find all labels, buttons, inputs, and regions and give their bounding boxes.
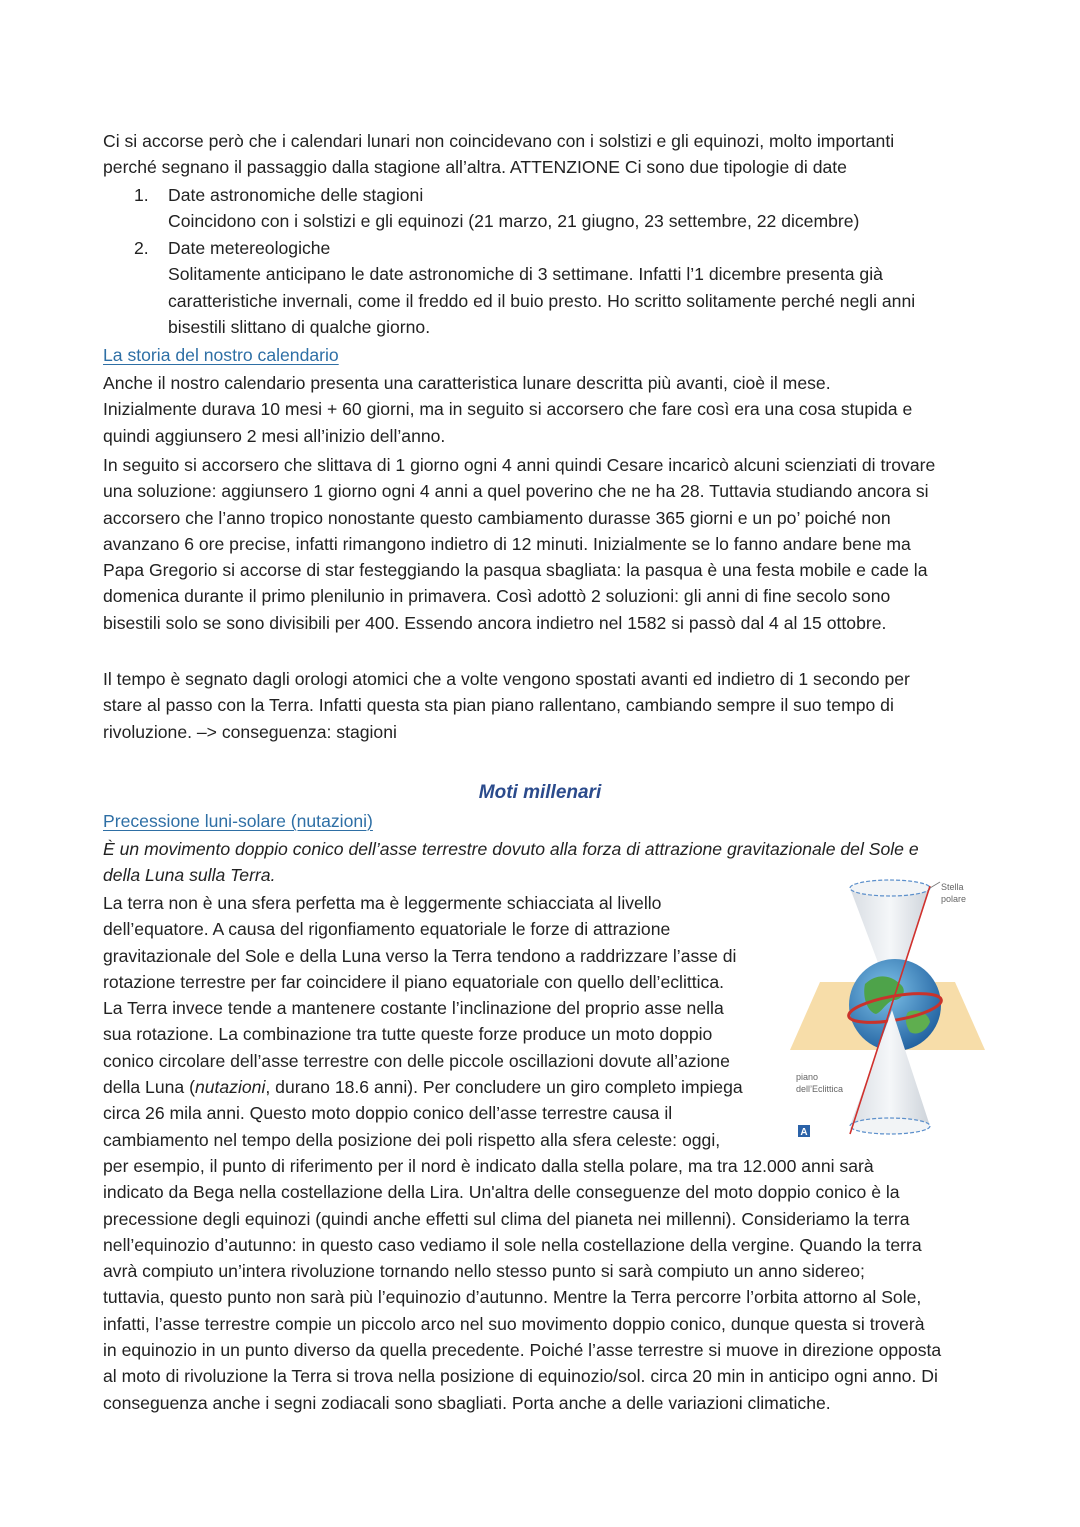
precession-diagram bbox=[790, 872, 990, 1142]
text-line: dell’equatore. A causa del rigonfiamento equatoriale le forze di attrazione bbox=[103, 919, 671, 940]
text-line: avanzano 6 ore precise, infatti rimangono indietro di 12 minuti. Inizialmente se lo fanno andare bene ma bbox=[103, 533, 911, 554]
calendar-paragraph-1 bbox=[103, 370, 983, 449]
text-line bbox=[103, 1077, 743, 1097]
text-line: quindi aggiunsero 2 mesi all’inizio dell’anno. bbox=[103, 425, 446, 446]
clock-paragraph bbox=[103, 666, 983, 745]
section-title: Moti millenari bbox=[478, 782, 602, 803]
plane-label: dell’Eclittica bbox=[796, 1084, 844, 1094]
list-item-line: Coincidono con i solstizi e gli equinozi (21 marzo, 21 giugno, 23 settembre, 22 dicembre) bbox=[168, 211, 860, 232]
list-number: 1. bbox=[134, 185, 149, 205]
text-line: La terra non è una sfera perfetta ma è leggermente schiacciata al livello bbox=[103, 893, 662, 913]
text-line: per esempio, il punto di riferimento per il nord è indicato dalla stella polare, ma tra 12.000 anni sarà bbox=[103, 1156, 874, 1176]
lower-cone-rim bbox=[850, 1118, 930, 1134]
list-item-title: Date metereologiche bbox=[168, 238, 331, 258]
nutazioni-term: nutazioni bbox=[194, 1077, 266, 1098]
text-line: rotazione terrestre per far coincidere il piano equatoriale con quello dell’eclittica. bbox=[103, 971, 725, 992]
calendar-heading-link[interactable]: La storia del nostro calendario bbox=[103, 345, 339, 365]
text-line: avrà compiuto un’intera rivoluzione tornando nello stesso punto si sarà compiuto un anno sidereo; bbox=[103, 1261, 865, 1282]
text-line: gravitazionale del Sole e della Luna verso la Terra tendono a raddrizzare l’asse di bbox=[103, 945, 737, 966]
text-line: Inizialmente durava 10 mesi + 60 giorni, ma in seguito si accorsero che fare così era una cosa stupida e bbox=[103, 399, 913, 420]
text-line: Il tempo è segnato dagli orologi atomici che a volte vengono spostati avanti ed indietro di 1 secondo per bbox=[103, 669, 910, 689]
list-item-line: bisestili slittano di qualche giorno. bbox=[168, 316, 431, 337]
text-line: precessione degli equinozi (quindi anche effetti sul clima del pianeta nei millenni). Consideriamo la terra bbox=[103, 1208, 910, 1229]
precession-paragraph-continued bbox=[103, 1153, 1003, 1416]
text-line: della Luna sulla Terra. bbox=[103, 865, 276, 886]
text-line: infatti, l’asse terrestre compie un piccolo arco nel suo movimento doppio conico, dunque questa si troverà bbox=[103, 1313, 925, 1334]
text-line: accorsero che l’anno tropico nonostante questo cambiamento durasse 365 giorni e un po’ poiché non bbox=[103, 507, 891, 528]
calendar-paragraph-2 bbox=[103, 452, 983, 636]
text-line: La Terra invece tende a mantenere costante l’inclinazione del proprio asse nella bbox=[103, 998, 724, 1019]
text-line: tuttavia, questo punto non sarà più l’equinozio d’autunno. Mentre la Terra percorre l’orbita attorno al Sole, bbox=[103, 1287, 922, 1308]
list-item bbox=[168, 235, 915, 340]
text-line: indicato da Bega nella costellazione della Lira. Un'altra delle conseguenze del moto doppio conico è la bbox=[103, 1182, 900, 1203]
intro-line: perché segnano il passaggio dalla stagione all’altra. ATTENZIONE Ci sono due tipologie di date bbox=[103, 157, 847, 178]
upper-cone-rim bbox=[850, 880, 930, 896]
precession-heading bbox=[103, 808, 983, 834]
list-item-line: caratteristiche invernali, come il freddo ed il buio presto. Ho scritto solitamente perché negli anni bbox=[168, 290, 916, 311]
text-line: stare al passo con la Terra. Infatti questa sta pian piano rallentano, cambiando sempre il suo tempo di bbox=[103, 695, 894, 716]
plane-label: piano bbox=[796, 1072, 819, 1082]
text-fragment: della Luna ( bbox=[103, 1077, 195, 1098]
list-item bbox=[168, 182, 859, 235]
text-line: al moto di rivoluzione la Terra si trova nella posizione di equinozio/sol. circa 20 min in anticipo ogni anno. Di bbox=[103, 1366, 938, 1387]
text-fragment: , durano 18.6 anni). Per concludere un giro completo impiega bbox=[265, 1077, 743, 1098]
text-line: In seguito si accorsero che slittava di 1 giorno ogni 4 anni quindi Cesare incaricò alcuni scienziati di trovare bbox=[103, 455, 936, 475]
precession-figure bbox=[790, 872, 990, 1142]
text-line: circa 26 mila anni. Questo moto doppio conico dell’asse terrestre causa il bbox=[103, 1103, 673, 1124]
list-number: 2. bbox=[134, 238, 149, 258]
text-line: nell’equinozio d’autunno: in questo caso vediamo il sole nella costellazione della vergine. Quando la terra bbox=[103, 1234, 922, 1255]
text-line: Anche il nostro calendario presenta una caratteristica lunare descritta più avanti, cioè il mese. bbox=[103, 373, 831, 393]
text-line: domenica durante il primo plenilunio in primavera. Così adottò 2 soluzioni: gli anni di fine secolo sono bbox=[103, 586, 891, 607]
text-line: Papa Gregorio si accorse di star festeggiando la pasqua sbagliata: la pasqua è una festa mobile e cade la bbox=[103, 560, 928, 581]
intro-line: Ci si accorse però che i calendari lunari non coincidevano con i solstizi e gli equinozi, molto importanti bbox=[103, 131, 895, 151]
star-label-leader bbox=[930, 882, 940, 888]
calendar-heading bbox=[103, 342, 983, 368]
list-item-title: Date astronomiche delle stagioni bbox=[168, 185, 424, 205]
text-line: una soluzione: aggiunsero 1 giorno ogni 4 anni a quel poverino che ne ha 28. Tuttavia studiando ancora si bbox=[103, 481, 929, 502]
star-label: Stella bbox=[941, 882, 964, 892]
text-line: cambiamento nel tempo della posizione dei poli rispetto alla sfera celeste: oggi, bbox=[103, 1129, 721, 1150]
text-line: bisestili solo se sono divisibili per 400. Essendo ancora indietro nel 1582 si passò dal 4 al 15 ottobre. bbox=[103, 612, 887, 633]
text-line: rivoluzione. –> conseguenza: stagioni bbox=[103, 721, 397, 742]
text-line: conseguenza anche i segni zodiacali sono sbagliati. Porta anche a delle variazioni climatiche. bbox=[103, 1392, 831, 1413]
text-line: sua rotazione. La combinazione tra tutte queste forze produce un moto doppio bbox=[103, 1024, 713, 1045]
text-line: È un movimento doppio conico dell’asse terrestre dovuto alla forza di attrazione gravitazionale del Sole e bbox=[103, 839, 919, 859]
list-item-line: Solitamente anticipano le date astronomiche di 3 settimane. Infatti l’1 dicembre presenta già bbox=[168, 264, 883, 285]
figure-tag: A bbox=[800, 1127, 808, 1138]
precession-heading-link[interactable]: Precessione luni-solare (nutazioni) bbox=[103, 811, 373, 831]
intro-paragraph bbox=[103, 128, 983, 181]
text-line: conico circolare dell’asse terrestre con delle piccole oscillazioni dovute all’azione bbox=[103, 1050, 730, 1071]
star-label: polare bbox=[941, 894, 967, 904]
precession-paragraph bbox=[103, 890, 783, 1153]
text-line: in equinozio in un punto diverso da quella precedente. Poiché l’asse terrestre si muove in direzione opposta bbox=[103, 1340, 942, 1361]
